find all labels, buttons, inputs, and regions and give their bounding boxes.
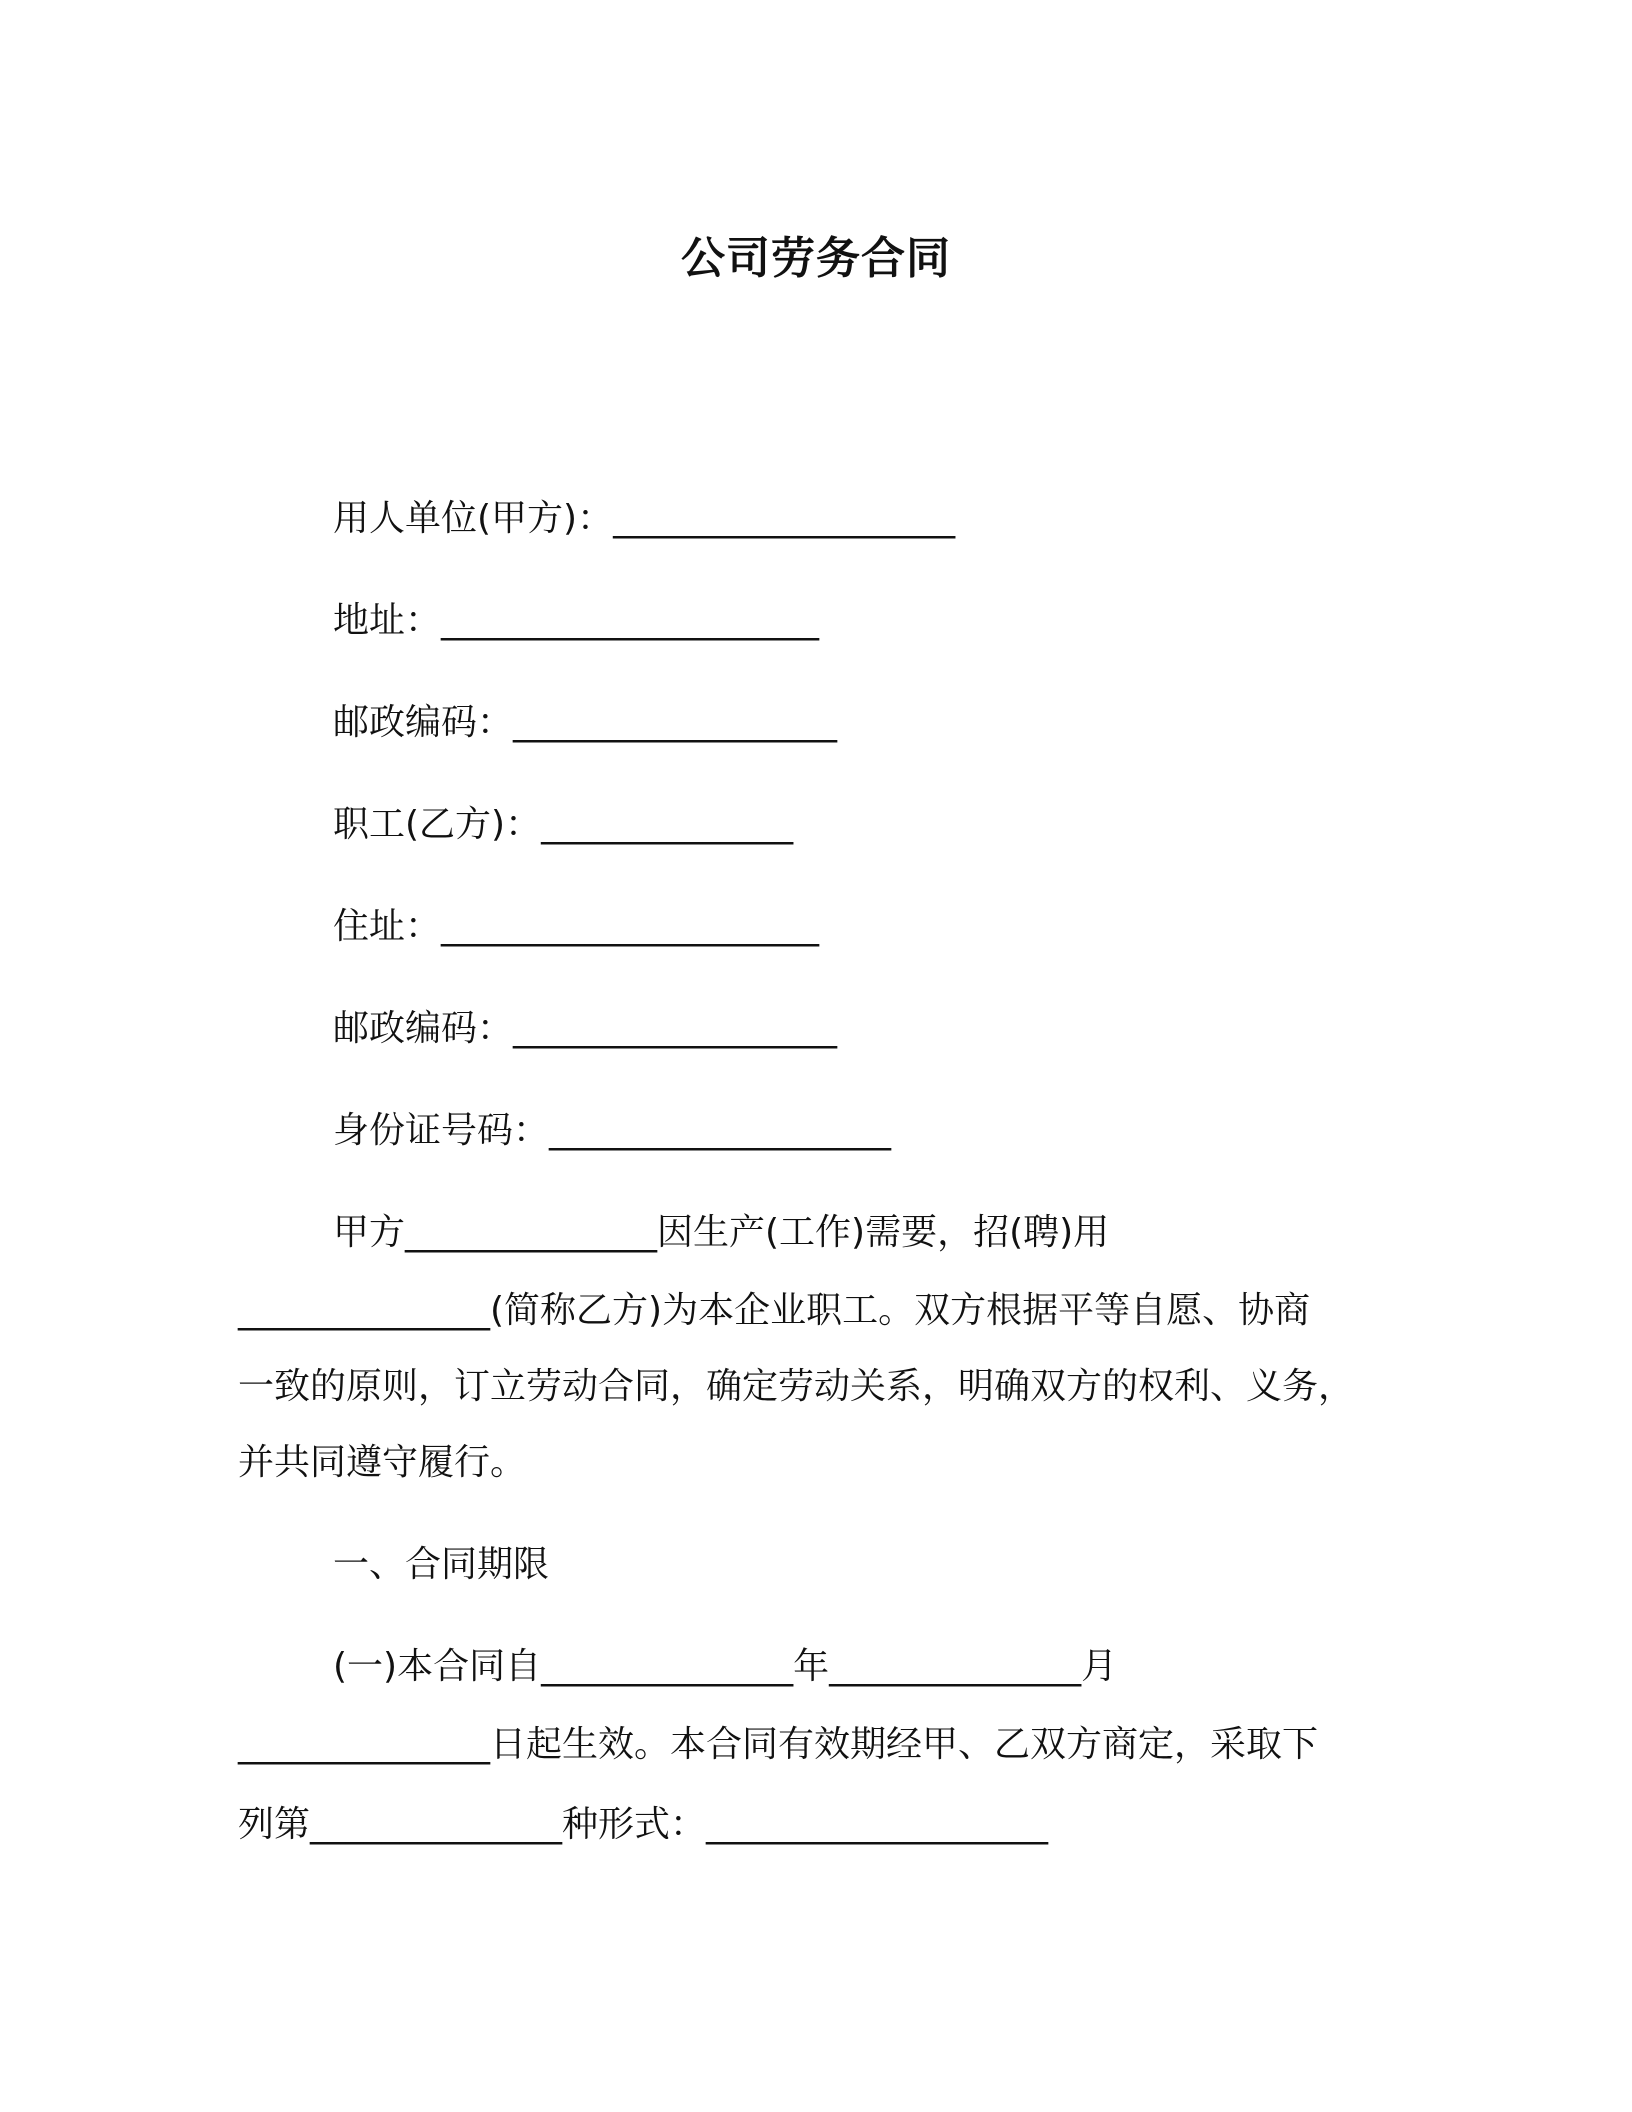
field-postal-code-employer: 邮政编码：__________________ [333,702,838,743]
field-employer: 用人单位(甲方)：___________________ [333,498,956,539]
field-id-number: 身份证号码：___________________ [333,1110,892,1151]
document-title: 公司劳务合同 [681,233,951,284]
clause-line-1: (一)本合同自______________年______________月 [333,1646,1118,1687]
field-employee: 职工(乙方)：______________ [333,804,794,845]
intro-line-1: 甲方______________因生产(工作)需要，招(聘)用 [333,1212,1110,1253]
intro-line-4: 并共同遵守履行。 [238,1442,527,1483]
clause-line-2: ______________日起生效。本合同有效期经甲、乙双方商定，采取下 [238,1724,1319,1765]
field-address: 地址：_____________________ [333,600,820,641]
intro-line-2: ______________(简称乙方)为本企业职工。双方根据平等自愿、协商 [238,1290,1311,1331]
field-postal-code-employee: 邮政编码：__________________ [333,1008,838,1049]
clause-line-3: 列第______________种形式：___________________ [238,1804,1049,1845]
section-heading: 一、合同期限 [333,1544,550,1585]
intro-line-3: 一致的原则，订立劳动合同，确定劳动关系，明确双方的权利、义务， [238,1366,1355,1407]
field-residence: 住址：_____________________ [333,906,820,947]
